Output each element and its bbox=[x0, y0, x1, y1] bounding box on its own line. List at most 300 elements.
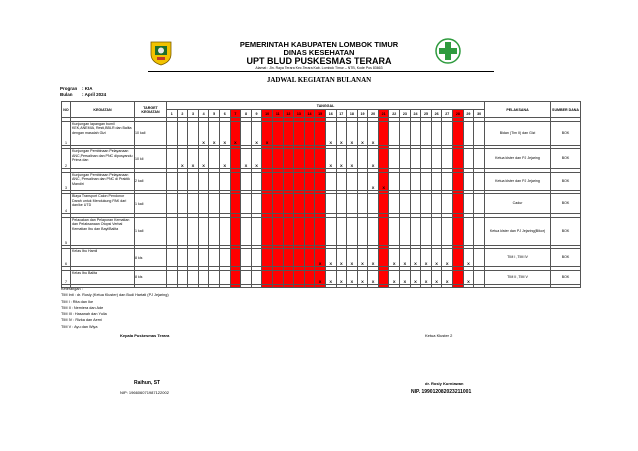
day-cell bbox=[410, 121, 421, 145]
day-cell bbox=[315, 217, 326, 245]
schedule-mark: X bbox=[325, 270, 336, 284]
day-cell bbox=[463, 121, 474, 145]
day-header: 17 bbox=[336, 110, 347, 118]
spacer-cell bbox=[177, 284, 188, 288]
row-number: 7 bbox=[62, 270, 71, 284]
day-cell bbox=[294, 149, 305, 169]
day-header: 4 bbox=[198, 110, 209, 118]
day-cell bbox=[283, 249, 294, 267]
spacer-cell bbox=[230, 284, 241, 288]
day-cell bbox=[198, 249, 209, 267]
day-cell bbox=[400, 194, 411, 214]
day-cell bbox=[294, 172, 305, 190]
day-cell bbox=[389, 217, 400, 245]
day-header: 25 bbox=[421, 110, 432, 118]
day-cell bbox=[304, 149, 315, 169]
schedule-mark: X bbox=[325, 121, 336, 145]
schedule-mark: X bbox=[315, 249, 326, 267]
day-header: 28 bbox=[453, 110, 464, 118]
day-cell bbox=[198, 270, 209, 284]
day-cell bbox=[463, 149, 474, 169]
day-cell bbox=[378, 194, 389, 214]
day-cell bbox=[241, 217, 252, 245]
month-line bbox=[60, 92, 106, 97]
day-cell bbox=[283, 217, 294, 245]
schedule-mark: X bbox=[357, 249, 368, 267]
header-government: PEMERINTAH KABUPATEN LOMBOK TIMUR bbox=[239, 40, 399, 49]
day-cell bbox=[262, 172, 273, 190]
note-line: TIM III : Hasanah dan Yulia bbox=[61, 312, 107, 317]
schedule-mark: X bbox=[336, 149, 347, 169]
schedule-mark: X bbox=[368, 149, 379, 169]
day-cell bbox=[188, 249, 199, 267]
spacer-cell bbox=[325, 284, 336, 288]
day-cell bbox=[209, 270, 220, 284]
day-header: 30 bbox=[474, 110, 485, 118]
day-cell bbox=[410, 149, 421, 169]
spacer-cell bbox=[336, 284, 347, 288]
day-cell bbox=[241, 121, 252, 145]
day-cell bbox=[357, 172, 368, 190]
month-value: : April 2024 bbox=[82, 92, 107, 97]
schedule-mark: X bbox=[198, 149, 209, 169]
day-cell bbox=[262, 270, 273, 284]
day-cell bbox=[431, 194, 442, 214]
day-header: 26 bbox=[431, 110, 442, 118]
spacer-cell bbox=[304, 284, 315, 288]
day-cell bbox=[474, 217, 485, 245]
day-header: 19 bbox=[357, 110, 368, 118]
day-cell bbox=[251, 194, 262, 214]
day-cell bbox=[304, 270, 315, 284]
day-cell bbox=[368, 217, 379, 245]
day-cell bbox=[463, 217, 474, 245]
day-cell bbox=[378, 249, 389, 267]
day-cell bbox=[431, 149, 442, 169]
day-cell bbox=[474, 172, 485, 190]
funding-cell: BOK bbox=[551, 249, 581, 267]
day-cell bbox=[294, 249, 305, 267]
day-cell bbox=[474, 249, 485, 267]
day-cell bbox=[442, 217, 453, 245]
day-header: 5 bbox=[209, 110, 220, 118]
schedule-mark: X bbox=[325, 149, 336, 169]
schedule-mark: X bbox=[410, 270, 421, 284]
day-cell bbox=[262, 249, 273, 267]
day-cell bbox=[400, 217, 411, 245]
activity-cell: Kunjungan lapangan bumil KEK,ANEMIA, Resti,BBLR dan Balita dengan masalah Gizi bbox=[71, 121, 135, 145]
day-cell bbox=[400, 121, 411, 145]
funding-cell: BOK bbox=[551, 270, 581, 284]
day-cell bbox=[378, 121, 389, 145]
day-cell bbox=[230, 217, 241, 245]
spacer-cell bbox=[188, 284, 199, 288]
row-number: 4 bbox=[62, 194, 71, 214]
day-cell bbox=[241, 249, 252, 267]
day-header: 10 bbox=[262, 110, 273, 118]
row-number: 6 bbox=[62, 249, 71, 267]
day-cell bbox=[347, 172, 358, 190]
schedule-mark: X bbox=[177, 149, 188, 169]
activity-cell: Kelas Ibu Balita bbox=[71, 270, 135, 284]
day-cell bbox=[463, 172, 474, 190]
left-signature-nip: NIP: 196606071987122002 bbox=[120, 390, 169, 395]
day-cell bbox=[357, 194, 368, 214]
note-line: TIM I : Rita dan Ike bbox=[61, 299, 94, 304]
spacer-cell bbox=[241, 284, 252, 288]
spacer-cell bbox=[378, 284, 389, 288]
spacer-cell bbox=[272, 284, 283, 288]
schedule-mark: X bbox=[262, 121, 273, 145]
day-header: 24 bbox=[410, 110, 421, 118]
schedule-mark: X bbox=[463, 270, 474, 284]
day-cell bbox=[410, 194, 421, 214]
schedule-mark: X bbox=[347, 121, 358, 145]
schedule-mark: X bbox=[431, 270, 442, 284]
day-cell bbox=[431, 217, 442, 245]
day-cell bbox=[198, 172, 209, 190]
day-cell bbox=[188, 217, 199, 245]
day-cell bbox=[304, 217, 315, 245]
day-cell bbox=[209, 194, 220, 214]
schedule-mark: X bbox=[400, 249, 411, 267]
day-cell bbox=[304, 172, 315, 190]
day-header: 11 bbox=[272, 110, 283, 118]
day-cell bbox=[453, 217, 464, 245]
schedule-mark: X bbox=[421, 270, 432, 284]
schedule-mark: X bbox=[347, 249, 358, 267]
activity-cell: Kelas Ibu Hamil bbox=[71, 249, 135, 267]
table-row bbox=[62, 172, 581, 190]
schedule-mark: X bbox=[336, 270, 347, 284]
spacer-cell bbox=[357, 284, 368, 288]
schedule-mark: X bbox=[368, 249, 379, 267]
day-cell bbox=[219, 194, 230, 214]
day-header: 20 bbox=[368, 110, 379, 118]
day-cell bbox=[325, 194, 336, 214]
day-cell bbox=[188, 121, 199, 145]
day-cell bbox=[230, 194, 241, 214]
executor-cell: Ketua klster dan PJ Jejaring bbox=[485, 172, 551, 190]
day-cell bbox=[251, 270, 262, 284]
day-cell bbox=[431, 121, 442, 145]
schedule-mark: X bbox=[389, 249, 400, 267]
day-cell bbox=[453, 194, 464, 214]
spacer-cell bbox=[442, 284, 453, 288]
row-number: 2 bbox=[62, 149, 71, 169]
right-signature-name: dr. Rosly Kurniawan bbox=[425, 381, 464, 386]
month-label: Bulan bbox=[60, 92, 73, 97]
day-cell bbox=[378, 270, 389, 284]
header-tanggal: TANGGAL bbox=[167, 102, 485, 110]
day-cell bbox=[177, 249, 188, 267]
executor-cell: Ketua klster dan PJ Jejaring bbox=[485, 149, 551, 169]
day-cell bbox=[368, 194, 379, 214]
day-header: 16 bbox=[325, 110, 336, 118]
funding-cell: BOK bbox=[551, 217, 581, 245]
day-cell bbox=[336, 217, 347, 245]
schedule-mark: X bbox=[410, 249, 421, 267]
note-line: TIM Inti : dr. Rosly (Ketua Kluster) dan Budi Hartati (PJ Jejaring) bbox=[61, 293, 169, 298]
header-target: TARGET KEGIATAN bbox=[135, 102, 167, 118]
funding-cell: BOK bbox=[551, 149, 581, 169]
schedule-mark: X bbox=[442, 249, 453, 267]
funding-cell: BOK bbox=[551, 172, 581, 190]
day-cell bbox=[272, 149, 283, 169]
day-header: 9 bbox=[251, 110, 262, 118]
right-signature-title: Ketua Kluster 2 bbox=[425, 333, 453, 338]
day-cell bbox=[230, 172, 241, 190]
table-row bbox=[62, 121, 581, 145]
spacer-cell bbox=[347, 284, 358, 288]
spacer-cell bbox=[431, 284, 442, 288]
spacer-cell bbox=[209, 284, 220, 288]
day-cell bbox=[304, 194, 315, 214]
day-cell bbox=[421, 194, 432, 214]
spacer-cell bbox=[283, 284, 294, 288]
schedule-mark: X bbox=[368, 172, 379, 190]
spacer-cell bbox=[219, 284, 230, 288]
day-header: 29 bbox=[463, 110, 474, 118]
schedule-mark: X bbox=[463, 249, 474, 267]
day-header: 27 bbox=[442, 110, 453, 118]
day-cell bbox=[453, 149, 464, 169]
spacer-cell bbox=[315, 284, 326, 288]
day-cell bbox=[325, 172, 336, 190]
day-cell bbox=[453, 249, 464, 267]
schedule-mark: X bbox=[336, 249, 347, 267]
day-cell bbox=[188, 270, 199, 284]
day-cell bbox=[378, 217, 389, 245]
day-cell bbox=[347, 194, 358, 214]
schedule-mark: X bbox=[198, 121, 209, 145]
schedule-mark: X bbox=[325, 249, 336, 267]
executor-cell: Cadur bbox=[485, 194, 551, 214]
day-cell bbox=[198, 194, 209, 214]
day-cell bbox=[389, 149, 400, 169]
target-cell: 2 kali bbox=[135, 172, 167, 190]
schedule-mark: X bbox=[400, 270, 411, 284]
row-number: 3 bbox=[62, 172, 71, 190]
day-cell bbox=[357, 149, 368, 169]
schedule-mark: X bbox=[347, 149, 358, 169]
day-cell bbox=[188, 194, 199, 214]
day-header: 12 bbox=[283, 110, 294, 118]
schedule-mark: X bbox=[421, 249, 432, 267]
day-cell bbox=[272, 270, 283, 284]
executor-cell: TIM I ,TIM IV bbox=[485, 249, 551, 267]
program-line bbox=[60, 86, 93, 91]
spacer-cell bbox=[421, 284, 432, 288]
day-cell bbox=[272, 249, 283, 267]
schedule-mark: X bbox=[188, 149, 199, 169]
day-cell bbox=[421, 149, 432, 169]
note-line: Keterangan : bbox=[61, 287, 83, 291]
day-cell bbox=[421, 217, 432, 245]
day-header: 14 bbox=[304, 110, 315, 118]
day-cell bbox=[167, 121, 178, 145]
day-cell bbox=[442, 149, 453, 169]
schedule-mark: X bbox=[241, 149, 252, 169]
schedule-mark: X bbox=[347, 270, 358, 284]
day-cell bbox=[315, 121, 326, 145]
funding-cell: BOK bbox=[551, 194, 581, 214]
day-cell bbox=[283, 149, 294, 169]
schedule-mark: X bbox=[357, 270, 368, 284]
day-cell bbox=[219, 270, 230, 284]
day-cell bbox=[389, 121, 400, 145]
target-cell: 10 kali bbox=[135, 121, 167, 145]
day-cell bbox=[304, 249, 315, 267]
day-cell bbox=[283, 270, 294, 284]
day-header: 8 bbox=[241, 110, 252, 118]
day-cell bbox=[347, 217, 358, 245]
day-cell bbox=[177, 217, 188, 245]
day-cell bbox=[304, 121, 315, 145]
day-cell bbox=[283, 172, 294, 190]
day-cell bbox=[474, 121, 485, 145]
row-number: 5 bbox=[62, 217, 71, 245]
day-cell bbox=[453, 121, 464, 145]
day-cell bbox=[177, 194, 188, 214]
target-cell: 10 kli bbox=[135, 149, 167, 169]
table-row bbox=[62, 217, 581, 245]
target-cell: 1 kali bbox=[135, 194, 167, 214]
right-signature-nip: NIP. 199012082023211001 bbox=[411, 389, 472, 395]
spacer-cell bbox=[198, 284, 209, 288]
schedule-mark: X bbox=[209, 121, 220, 145]
spacer-cell bbox=[410, 284, 421, 288]
left-signature-name: Raihun, ST bbox=[134, 380, 161, 386]
executor-cell: TIM II ,TIM V bbox=[485, 270, 551, 284]
day-cell bbox=[389, 172, 400, 190]
header-kegiatan: KEGIATAN bbox=[71, 102, 135, 118]
day-cell bbox=[294, 194, 305, 214]
day-header: 23 bbox=[400, 110, 411, 118]
note-line: TIM II : Nemiera dan Ade bbox=[61, 305, 104, 310]
activity-cell: Biaya Transport Calon Pendonor Darah untuk Mendukung PAK dari dan/ke UTD bbox=[71, 194, 135, 214]
day-header: 7 bbox=[230, 110, 241, 118]
header-pelaksana: PELAKSANA bbox=[485, 102, 551, 118]
day-cell bbox=[336, 194, 347, 214]
day-cell bbox=[283, 194, 294, 214]
day-cell bbox=[262, 194, 273, 214]
schedule-mark: X bbox=[251, 149, 262, 169]
table-row bbox=[62, 149, 581, 169]
day-cell bbox=[442, 172, 453, 190]
day-cell bbox=[251, 172, 262, 190]
schedule-mark: X bbox=[315, 270, 326, 284]
day-cell bbox=[209, 149, 220, 169]
note-line: TIM IV : Rizka dan Aerni bbox=[61, 318, 102, 323]
table-row bbox=[62, 194, 581, 214]
spacer-cell bbox=[294, 284, 305, 288]
day-cell bbox=[421, 172, 432, 190]
target-cell: 8 kls bbox=[135, 249, 167, 267]
spacer-cell bbox=[474, 284, 485, 288]
executor-cell: Ketua klster dan PJ Jejaring(Bikor) bbox=[485, 217, 551, 245]
day-header: 13 bbox=[294, 110, 305, 118]
schedule-mark: X bbox=[219, 149, 230, 169]
day-cell bbox=[167, 249, 178, 267]
spacer-cell bbox=[453, 284, 464, 288]
day-cell bbox=[272, 121, 283, 145]
day-cell bbox=[431, 172, 442, 190]
target-cell: 8 kls bbox=[135, 270, 167, 284]
spacer-cell bbox=[551, 284, 581, 288]
schedule-mark: X bbox=[230, 121, 241, 145]
day-header: 18 bbox=[347, 110, 358, 118]
day-cell bbox=[219, 217, 230, 245]
day-cell bbox=[167, 217, 178, 245]
schedule-mark: X bbox=[442, 270, 453, 284]
schedule-mark: X bbox=[357, 121, 368, 145]
day-cell bbox=[262, 217, 273, 245]
day-cell bbox=[230, 270, 241, 284]
spacer-cell bbox=[389, 284, 400, 288]
day-header: 2 bbox=[177, 110, 188, 118]
day-cell bbox=[209, 249, 220, 267]
day-cell bbox=[400, 172, 411, 190]
spacer-cell bbox=[463, 284, 474, 288]
day-cell bbox=[453, 172, 464, 190]
day-cell bbox=[230, 149, 241, 169]
day-cell bbox=[167, 149, 178, 169]
header-divider bbox=[148, 71, 494, 72]
day-cell bbox=[463, 194, 474, 214]
row-number: 1 bbox=[62, 121, 71, 145]
day-cell bbox=[219, 249, 230, 267]
spacer-cell bbox=[262, 284, 273, 288]
day-cell bbox=[442, 121, 453, 145]
target-cell: 1 kali bbox=[135, 217, 167, 245]
day-cell bbox=[336, 172, 347, 190]
day-cell bbox=[442, 194, 453, 214]
spacer-cell bbox=[400, 284, 411, 288]
activity-cell: Kunjungan Pembinaan Pelayanaan ANC, Persalinan dan PNC di Praktik Mandiri bbox=[71, 172, 135, 190]
day-cell bbox=[167, 270, 178, 284]
schedule-table bbox=[61, 101, 581, 288]
day-cell bbox=[453, 270, 464, 284]
day-cell bbox=[251, 249, 262, 267]
header-institution: UPT BLUD PUSKESMAS TERARA bbox=[246, 56, 392, 66]
executor-cell: Bidan (Tim II) dan Gizi bbox=[485, 121, 551, 145]
day-header: 1 bbox=[167, 110, 178, 118]
activity-cell: Pelacakan dan Pelaporan Kematian dan Pelaksanaan Otopsi Verbal Kematian Ibu dan Bayi/Balita bbox=[71, 217, 135, 245]
day-cell bbox=[272, 172, 283, 190]
day-cell bbox=[357, 217, 368, 245]
notes-block bbox=[61, 286, 169, 330]
day-cell bbox=[262, 149, 273, 169]
day-cell bbox=[315, 172, 326, 190]
day-cell bbox=[474, 194, 485, 214]
day-cell bbox=[315, 194, 326, 214]
day-cell bbox=[230, 249, 241, 267]
schedule-mark: X bbox=[389, 270, 400, 284]
spacer-cell bbox=[368, 284, 379, 288]
day-header: 3 bbox=[188, 110, 199, 118]
schedule-mark: X bbox=[368, 270, 379, 284]
day-cell bbox=[294, 217, 305, 245]
day-cell bbox=[410, 172, 421, 190]
schedule-mark: X bbox=[251, 121, 262, 145]
header-address: Alamat : Jln. Raya Terara Kec.Terara Kab. Lombok Timur – NTB, Kode Pos 83663 bbox=[255, 66, 383, 70]
day-cell bbox=[474, 270, 485, 284]
program-value: : KIA bbox=[82, 86, 93, 91]
day-header: 22 bbox=[389, 110, 400, 118]
day-cell bbox=[272, 194, 283, 214]
day-cell bbox=[219, 172, 230, 190]
